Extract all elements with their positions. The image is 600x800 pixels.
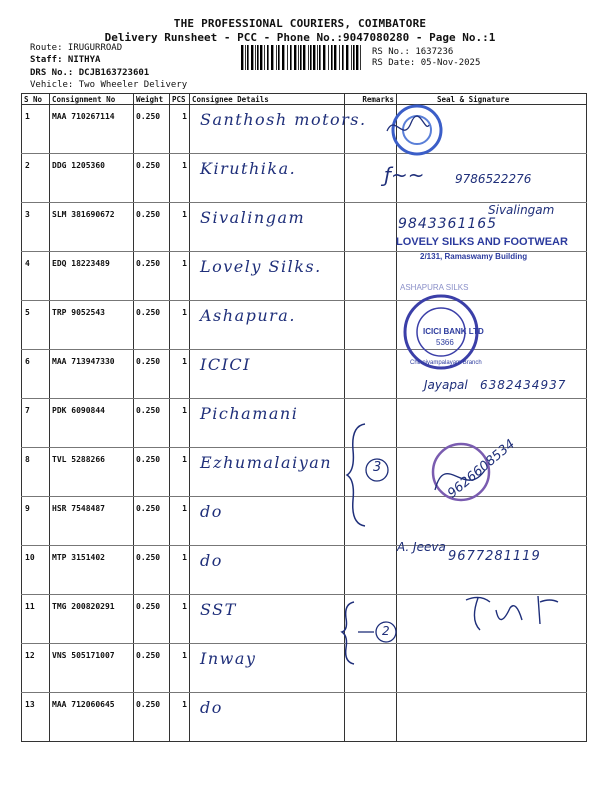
row-consignee	[190, 350, 345, 399]
row-consignment: VNS 505171007	[50, 644, 134, 693]
row-consignee	[190, 154, 345, 203]
row-pcs: 1	[170, 497, 190, 546]
table-header-row	[22, 94, 587, 105]
stamp-icon	[385, 103, 445, 158]
row-sno: 12	[22, 644, 50, 693]
row-sno: 7	[22, 399, 50, 448]
document-subtitle: Delivery Runsheet - PCC - Phone No.:9047080280 - Page No.:1	[104, 31, 496, 44]
row-weight: 0.250	[134, 154, 170, 203]
handwritten-consignee: Ashapura.	[200, 306, 296, 325]
row-weight: 0.250	[134, 644, 170, 693]
phone-row10: 9626608534	[445, 436, 519, 502]
row-consignment: MAA 710267114	[50, 105, 134, 154]
row-remarks	[345, 252, 397, 301]
handwritten-consignee: do	[200, 698, 223, 717]
row-consignee	[190, 546, 345, 595]
row-sno: 9	[22, 497, 50, 546]
row-pcs: 1	[170, 399, 190, 448]
handwritten-consignee: Kiruthika.	[200, 159, 297, 178]
row-pcs: 1	[170, 301, 190, 350]
row-pcs: 1	[170, 595, 190, 644]
document-title: THE PROFESSIONAL COURIERS, COIMBATORE	[173, 17, 427, 30]
row-weight: 0.250	[134, 546, 170, 595]
row-sno: 3	[22, 203, 50, 252]
table-row	[22, 693, 587, 742]
row-remarks	[345, 350, 397, 399]
barcode-icon	[241, 45, 365, 70]
col-sno: S No	[22, 94, 50, 105]
signature-icon	[460, 590, 580, 640]
rs-date: RS Date: 05-Nov-2025	[372, 58, 481, 68]
row-weight: 0.250	[134, 252, 170, 301]
handwritten-consignee: ICICI	[200, 355, 251, 374]
count-group-1: 3	[373, 460, 382, 475]
row-consignee	[190, 399, 345, 448]
curly-brace-icon	[340, 598, 410, 668]
row-consignee	[190, 252, 345, 301]
row-weight: 0.250	[134, 595, 170, 644]
row-consignment: TVL 5288266	[50, 448, 134, 497]
handwritten-consignee: Inway	[200, 649, 257, 668]
row-consignment: TRP 9052543	[50, 301, 134, 350]
row-consignee	[190, 301, 345, 350]
row-sno: 2	[22, 154, 50, 203]
handwritten-consignee: do	[200, 502, 223, 521]
row-sno: 5	[22, 301, 50, 350]
signature-row3: Sivalingam	[488, 203, 555, 217]
row-remarks	[345, 546, 397, 595]
table-row	[22, 644, 587, 693]
row-seal	[397, 644, 587, 693]
table-row	[22, 105, 587, 154]
stamp-row4-title: LOVELY SILKS AND FOOTWEAR	[396, 236, 568, 248]
row-consignee	[190, 693, 345, 742]
signature-row2: ƒ~~	[384, 163, 425, 187]
col-consignee: Consignee Details	[190, 94, 345, 105]
table-row	[22, 497, 587, 546]
row-weight: 0.250	[134, 301, 170, 350]
drs-label: DRS No.: DCJB163723601	[30, 68, 150, 78]
row-consignee	[190, 448, 345, 497]
vehicle-label: Vehicle: Two Wheeler Delivery	[30, 80, 188, 90]
row-consignment: EDQ 18223489	[50, 252, 134, 301]
row-weight: 0.250	[134, 105, 170, 154]
row-pcs: 1	[170, 693, 190, 742]
row-consignment: HSR 7548487	[50, 497, 134, 546]
col-consignment: Consignment No	[50, 94, 134, 105]
row-consignment: MTP 3151402	[50, 546, 134, 595]
row-weight: 0.250	[134, 203, 170, 252]
row-sno: 11	[22, 595, 50, 644]
row-consignment: DDG 1205360	[50, 154, 134, 203]
handwritten-consignee: Pichamani	[200, 404, 299, 423]
row-sno: 8	[22, 448, 50, 497]
row-remarks	[345, 301, 397, 350]
row-consignee	[190, 203, 345, 252]
route-label: Route: IRUGURROAD	[30, 43, 123, 53]
seal-row1	[385, 103, 445, 162]
handwritten-consignee: Ezhumalaiyan	[200, 453, 333, 472]
row-consignment: SLM 381690672	[50, 203, 134, 252]
row-remarks	[345, 693, 397, 742]
row-pcs: 1	[170, 546, 190, 595]
row-sno: 10	[22, 546, 50, 595]
row-weight: 0.250	[134, 497, 170, 546]
row-consignment: MAA 713947330	[50, 350, 134, 399]
table-row	[22, 399, 587, 448]
row-consignee	[190, 105, 367, 154]
row-pcs: 1	[170, 203, 190, 252]
row-pcs: 1	[170, 154, 190, 203]
table-row	[22, 301, 587, 350]
handwritten-consignee: do	[200, 551, 223, 570]
seal-row6-number: 5366	[436, 338, 454, 347]
phone-row4: 9843361165	[398, 216, 498, 232]
stamp-row4-address: 2/131, Ramaswamy Building	[420, 252, 528, 261]
row-pcs: 1	[170, 105, 190, 154]
row-pcs: 1	[170, 448, 190, 497]
row-consignee	[190, 497, 345, 546]
runsheet-table	[21, 93, 587, 742]
col-seal: Seal & Signature	[397, 94, 587, 105]
signature-row7: Jayapal	[424, 378, 468, 392]
col-pcs: PCS	[170, 94, 190, 105]
seal-row6-branch: Chinniyampalayam Branch	[410, 360, 482, 366]
signature-row11: A. Jeeva	[397, 540, 446, 554]
staff-label: Staff: NITHYA	[30, 55, 101, 65]
curly-brace-icon	[345, 420, 405, 530]
row-pcs: 1	[170, 644, 190, 693]
row-consignment: TMG 200820291	[50, 595, 134, 644]
count-group-2: 2	[382, 624, 390, 638]
row-sno: 6	[22, 350, 50, 399]
phone-row2: 9786522276	[455, 172, 532, 186]
handwritten-consignee: Sivalingam	[200, 208, 306, 227]
row-pcs: 1	[170, 252, 190, 301]
row-weight: 0.250	[134, 399, 170, 448]
phone-row11: 9677281119	[448, 549, 541, 564]
row-sno: 1	[22, 105, 50, 154]
rs-number: RS No.: 1637236	[372, 47, 454, 57]
phone-row7: 6382434937	[480, 378, 567, 392]
stamp-row5: ASHAPURA SILKS	[400, 283, 469, 292]
row-sno: 4	[22, 252, 50, 301]
col-remarks: Remarks	[345, 94, 397, 105]
handwritten-consignee: SST	[200, 600, 237, 619]
row-sno: 13	[22, 693, 50, 742]
row-weight: 0.250	[134, 448, 170, 497]
row-weight: 0.250	[134, 693, 170, 742]
handwritten-consignee: Lovely Silks.	[200, 257, 322, 276]
brace-group-2	[340, 598, 410, 672]
handwritten-consignee: Santhosh motors.	[200, 110, 367, 129]
brace-group-1	[345, 420, 405, 534]
row-seal	[397, 693, 587, 742]
row-consignee	[190, 595, 345, 644]
signature-row12	[460, 590, 580, 644]
seal-row6-text: ICICI BANK LTD	[423, 327, 484, 336]
row-remarks	[345, 203, 397, 252]
row-weight: 0.250	[134, 350, 170, 399]
row-consignment: MAA 712060645	[50, 693, 134, 742]
col-weight: Weight	[134, 94, 170, 105]
row-consignee	[190, 644, 345, 693]
row-consignment: PDK 6090844	[50, 399, 134, 448]
row-pcs: 1	[170, 350, 190, 399]
